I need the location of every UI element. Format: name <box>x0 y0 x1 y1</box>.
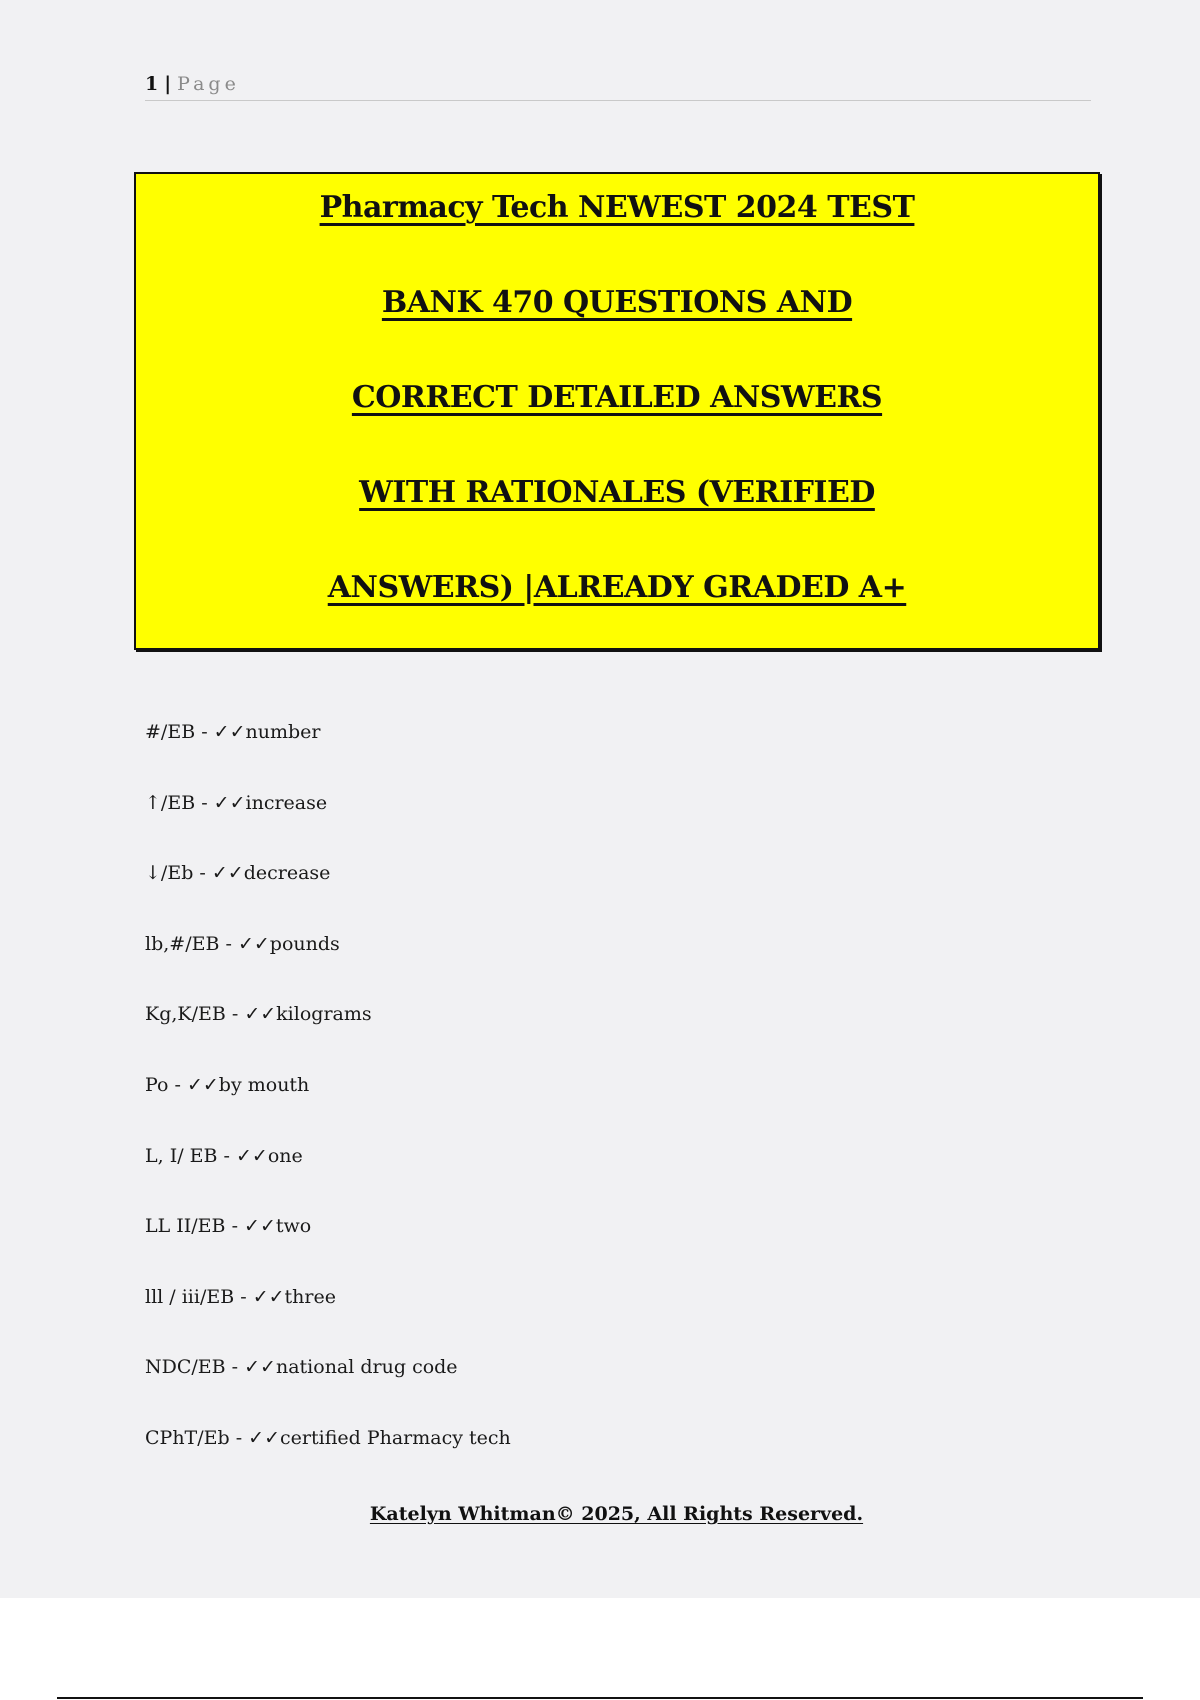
entry-term: lb,#/EB <box>145 932 220 955</box>
double-check-icon: ✓✓ <box>237 932 270 955</box>
entry-separator: - <box>234 1285 253 1308</box>
entry-separator: - <box>195 791 214 814</box>
entry-separator: - <box>225 1003 245 1026</box>
page-header <box>145 70 1091 101</box>
entry-separator: - <box>193 862 212 885</box>
double-check-icon: ✓✓ <box>252 1285 285 1308</box>
list-item <box>145 718 320 746</box>
double-check-icon: ✓✓ <box>213 791 246 814</box>
list-item <box>145 859 330 887</box>
entry-definition: three <box>284 1285 336 1308</box>
entry-term: L, I/ EB <box>145 1144 218 1167</box>
entry-definition: number <box>245 721 321 743</box>
entry-definition: certified Pharmacy tech <box>280 1427 511 1449</box>
entry-term: #/EB <box>145 721 196 743</box>
entry-term: ↓/Eb <box>145 862 194 885</box>
entry-separator: - <box>217 1144 236 1167</box>
list-item <box>145 1071 309 1099</box>
entry-definition: one <box>267 1144 303 1167</box>
entry-definition: by mouth <box>218 1074 310 1096</box>
entry-term: Kg,K/EB <box>145 1003 226 1026</box>
entry-separator: - <box>219 932 238 955</box>
title-line-3: CORRECT DETAILED ANSWERS <box>351 380 883 415</box>
double-check-icon: ✓✓ <box>248 1427 281 1449</box>
entry-term: ↑/EB <box>145 791 196 814</box>
title-line-5: ANSWERS) |ALREADY GRADED A+ <box>327 570 907 605</box>
double-check-icon: ✓✓ <box>186 1074 219 1096</box>
entry-term: Po <box>145 1074 169 1096</box>
entry-definition: decrease <box>243 862 331 885</box>
double-check-icon: ✓✓ <box>244 1003 277 1026</box>
double-check-icon: ✓✓ <box>244 1356 276 1379</box>
entry-term: CPhT/Eb <box>145 1427 230 1449</box>
title-line-4: WITH RATIONALES (VERIFIED <box>359 475 875 510</box>
double-check-icon: ✓✓ <box>244 1215 276 1238</box>
entry-separator: - <box>168 1074 187 1096</box>
page-bottom-rule <box>57 1697 1143 1699</box>
double-check-icon: ✓✓ <box>235 1144 268 1167</box>
list-item <box>145 1212 311 1240</box>
entry-definition: increase <box>245 791 328 814</box>
double-check-icon: ✓✓ <box>213 721 246 743</box>
list-item <box>145 1142 303 1170</box>
list-item <box>145 1353 458 1381</box>
title-line-2: BANK 470 QUESTIONS AND <box>381 285 853 320</box>
entry-term: lll / iii/EB <box>145 1285 235 1308</box>
list-item <box>145 1424 511 1452</box>
entry-separator: - <box>225 1356 245 1379</box>
entry-definition: national drug code <box>275 1356 458 1379</box>
title-banner <box>134 172 1100 650</box>
entry-separator: - <box>195 721 214 743</box>
page-label: Page <box>177 73 240 95</box>
header-separator: | <box>164 73 172 95</box>
entry-term: LL II/EB <box>145 1215 226 1238</box>
list-item <box>145 930 340 958</box>
entry-definition: kilograms <box>276 1003 372 1026</box>
entry-term: NDC/EB <box>145 1356 226 1379</box>
list-item <box>145 1000 372 1028</box>
list-item <box>145 1283 336 1311</box>
copyright-footer: Katelyn Whitman© 2025, All Rights Reserved. <box>369 1503 864 1525</box>
double-check-icon: ✓✓ <box>211 862 244 885</box>
page-number: 1 <box>145 73 159 95</box>
list-item <box>145 789 327 817</box>
entry-definition: pounds <box>269 932 340 955</box>
entry-definition: two <box>275 1215 312 1238</box>
title-line-1: Pharmacy Tech NEWEST 2024 TEST <box>319 190 915 225</box>
entry-separator: - <box>225 1215 245 1238</box>
entry-separator: - <box>229 1427 249 1449</box>
